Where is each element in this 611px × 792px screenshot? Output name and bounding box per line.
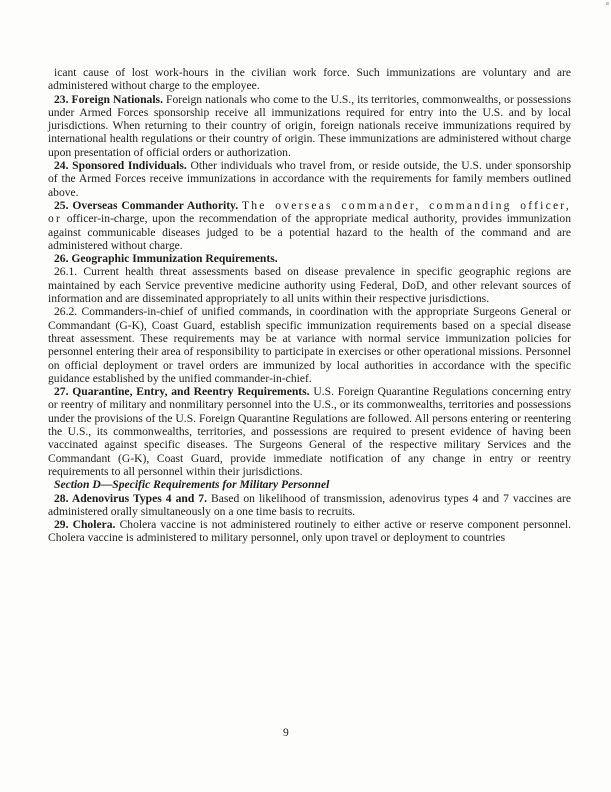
paragraph-24-sponsored-individuals — [48, 159, 571, 199]
paragraph-26-heading-text: 26. Geographic Immunization Requirements. — [54, 252, 278, 266]
paragraph-23-foreign-nationals — [48, 93, 571, 159]
paragraph-28-heading: 28. Adenovirus Types 4 and 7. — [54, 491, 207, 505]
paragraph-26-1-body: 26.1. Current health threat assessments based on disease prevalence in specific geographic regions are maintained by each Service preventive medicine authority using Federal, DoD, and other relevant sources of information and are disseminated appropriately to all units within their respective jurisdictions. — [48, 265, 571, 306]
paragraph-27-body: U.S. Foreign Quarantine Regulations concerning entry or reentry of military and nonmilitary personnel into the U.S., or its commonwealths, territories and possessions under the provisions of the U.S. Foreign Quarantine Regulations are followed. All persons entering or reentering the U.S., its commonwealths, territories, and possessions are required to present evidence of having been vaccinated against specific diseases. The Surgeons General of the respective military Services and the Commandant (G-K), Coast Guard, provide immediate notification of any change in entry or reentry requirements to all personnel within their jurisdictions. — [48, 385, 571, 478]
document-body — [48, 66, 571, 545]
paragraph-28-adenovirus — [48, 492, 571, 519]
paragraph-27-heading: 27. Quarantine, Entry, and Reentry Requirements. — [54, 385, 310, 399]
paragraph-26-1 — [48, 265, 571, 305]
paragraph-23-body: Foreign nationals who come to the U.S., its territories, commonwealths, or possessions under Armed Forces sponsorship receive all immunizations required for entry into the U.S. and by local jurisdictions. When returning to their country of origin, foreign nationals receive immunizations required by international health regulations or their country of origin. These immunizations are administered without charge upon presentation of official orders or authorization. — [48, 92, 571, 159]
paragraph-28-body: Based on likelihood of transmission, adenovirus types 4 and 7 vaccines are administered orally simultaneously on a one time basis to recruits. — [48, 491, 571, 518]
paragraph-25-overseas-commander-authority — [48, 199, 571, 252]
paragraph-29-heading: 29. Cholera. — [54, 518, 116, 532]
page-number: 9 — [283, 726, 289, 739]
continuation-text: icant cause of lost work-hours in the civilian work force. Such immunizations are voluntary and are administered without charge to the employee. — [48, 66, 571, 93]
paragraph-continuation — [48, 66, 571, 93]
paragraph-23-heading: 23. Foreign Nationals. — [54, 92, 163, 106]
section-d-heading-text: Section D—Specific Requirements for Military Personnel — [54, 478, 330, 492]
section-d-heading — [48, 478, 571, 491]
paragraph-25-spaced-lead: The overseas commander, commanding officer, or — [48, 198, 571, 226]
paragraph-24-heading: 24. Sponsored Individuals. — [54, 159, 187, 173]
paragraph-25-body: officer-in-charge, upon the recommendation of the appropriate medical authority, provides immunization against communicable diseases judged to be a potential hazard to the health of the command and are administered without charge. — [48, 212, 571, 252]
paragraph-26-heading-geographic-requirements — [48, 252, 571, 265]
paragraph-27-quarantine-entry-reentry — [48, 385, 571, 478]
scan-artifact — [606, 2, 609, 5]
paragraph-29-cholera — [48, 518, 571, 545]
paragraph-29-body: Cholera vaccine is not administered routinely to either active or reserve component personnel. Cholera vaccine is administered to military personnel, only upon travel or deployment to countries — [48, 518, 571, 545]
paragraph-26-2 — [48, 305, 571, 385]
paragraph-25-heading: 25. Overseas Commander Authority. — [54, 198, 239, 212]
paragraph-24-body: Other individuals who travel from, or reside outside, the U.S. under sponsorship of the Armed Forces receive immunizations in accordance with the requirements for family members outlined above. — [48, 159, 571, 199]
paragraph-26-2-body: 26.2. Commanders-in-chief of unified commands, in coordination with the appropriate Surgeons General or Commandant (G-K), Coast Guard, establish specific immunization requirements based on a special disease threat assessment. These requirements may be at variance with normal service immunization policies for personnel entering their area of responsibility to participate in exercises or other operational missions. Personnel on official deployment or travel orders are immunized by local authorities in accordance with the specific guidance established by the unified commander-in-chief. — [48, 305, 571, 385]
